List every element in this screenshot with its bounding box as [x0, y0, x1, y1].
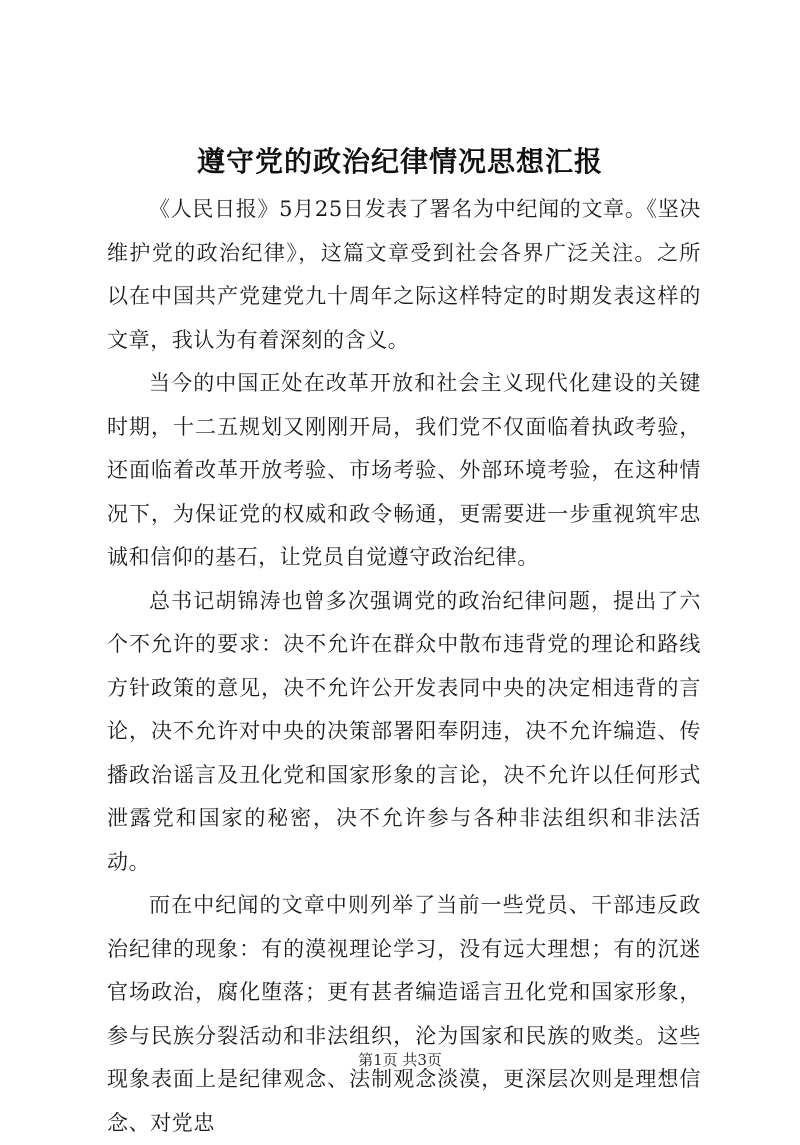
document-body — [107, 188, 701, 1145]
paragraph-3: 总书记胡锦涛也曾多次强调党的政治纪律问题，提出了六个不允许的要求：决不允许在群众中散布违背党的理论和路线方针政策的意见，决不允许公开发表同中央的决定相违背的言论，决不允许对中央的决策部署阳奉阴违，决不允许编造、传播政治谣言及丑化党和国家形象的言论，决不允许以任何形式泄露党和国家的秘密，决不允许参与各种非法组织和非法活动。 — [107, 588, 701, 874]
paragraph-4: 而在中纪闻的文章中则列举了当前一些党员、干部违反政治纪律的现象：有的漠视理论学习，没有远大理想；有的沉迷官场政治，腐化堕落；更有甚者编造谣言丑化党和国家形象，参与民族分裂活动和非法组织，沦为国家和民族的败类。这些现象表面上是纪律观念、法制观念淡漠，更深层次则是理想信念、对党忠 — [107, 893, 701, 1135]
page-number-footer: 第1页 共3页 — [358, 1051, 442, 1069]
document-title: 遵守党的政治纪律情况思想汇报 — [196, 145, 603, 178]
paragraph-1: 《人民日报》5月25日发表了署名为中纪闻的文章。《坚决维护党的政治纪律》，这篇文章受到社会各界广泛关注。之所以在中国共产党建党九十周年之际这样特定的时期发表这样的文章，我认为有着深刻的含义。 — [107, 197, 701, 352]
paragraph-2: 当今的中国正处在改革开放和社会主义现代化建设的关键时期，十二五规划又刚刚开局，我们党不仅面临着执政考验，还面临着改革开放考验、市场考验、外部环境考验，在这种情况下，为保证党的权威和政令畅通，更需要进一步重视筑牢忠诚和信仰的基石，让党员自觉遵守政治纪律。 — [107, 371, 701, 569]
